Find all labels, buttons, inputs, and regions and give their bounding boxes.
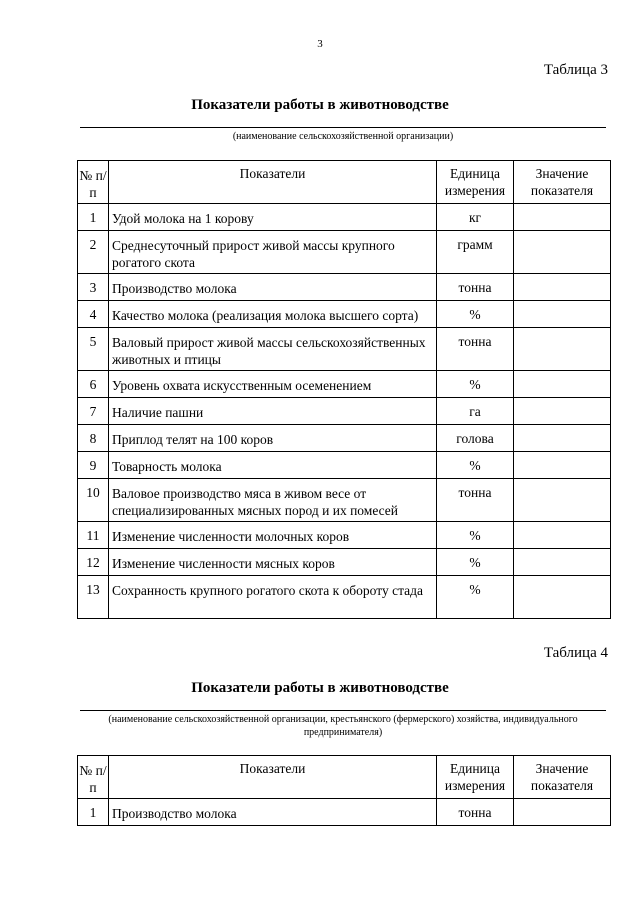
- unit-cell: %: [437, 371, 514, 398]
- indicator-name: Уровень охвата искусственным осеменением: [109, 371, 437, 398]
- row-number: 2: [78, 231, 109, 274]
- table-row: [78, 576, 611, 619]
- indicator-name: Валовое производство мяса в живом весе от специализированных мясных пород и их помесей: [109, 479, 437, 522]
- unit-cell: %: [437, 576, 514, 619]
- unit-cell: грамм: [437, 231, 514, 274]
- table-row: [78, 522, 611, 549]
- table-row: [78, 398, 611, 425]
- indicator-name: Удой молока на 1 корову: [109, 204, 437, 231]
- row-number: 1: [78, 204, 109, 231]
- value-cell[interactable]: [514, 576, 611, 619]
- unit-cell: тонна: [437, 799, 514, 826]
- value-cell[interactable]: [514, 425, 611, 452]
- indicator-name: Сохранность крупного рогатого скота к обороту стада: [109, 576, 437, 619]
- indicator-name: Товарность молока: [109, 452, 437, 479]
- table3-caption: (наименование сельскохозяйственной организации): [232, 131, 454, 142]
- table-row: [78, 425, 611, 452]
- indicator-name: Производство молока: [109, 799, 437, 826]
- row-number: 10: [78, 479, 109, 522]
- row-number: 3: [78, 274, 109, 301]
- value-cell[interactable]: [514, 274, 611, 301]
- value-cell[interactable]: [514, 328, 611, 371]
- value-header: Значение показателя: [514, 756, 611, 799]
- unit-header: Единица измерения: [437, 756, 514, 799]
- table4-title: Показатели работы в животноводстве: [191, 680, 449, 696]
- indicator-header: Показатели: [109, 756, 437, 799]
- num-header: № п/п: [78, 756, 109, 799]
- unit-header: Единица измерения: [437, 161, 514, 204]
- table-row: [78, 452, 611, 479]
- indicator-name: Изменение численности мясных коров: [109, 549, 437, 576]
- indicator-name: Наличие пашни: [109, 398, 437, 425]
- row-number: 12: [78, 549, 109, 576]
- unit-cell: %: [437, 522, 514, 549]
- table3: [77, 160, 611, 619]
- value-cell[interactable]: [514, 301, 611, 328]
- table4-org-line: [80, 710, 606, 711]
- row-number: 7: [78, 398, 109, 425]
- value-cell[interactable]: [514, 479, 611, 522]
- table-row: [78, 799, 611, 826]
- table3-label: Таблица 3: [543, 62, 608, 78]
- unit-cell: тонна: [437, 328, 514, 371]
- table4-header-row: [78, 756, 611, 799]
- table4-caption: (наименование сельскохозяйственной организации, крестьянского (фермерского) хозяйства, индивидуального предпринимателя): [108, 714, 578, 738]
- table3-header-row: [78, 161, 611, 204]
- row-number: 13: [78, 576, 109, 619]
- row-number: 5: [78, 328, 109, 371]
- table-row: [78, 549, 611, 576]
- unit-cell: %: [437, 301, 514, 328]
- value-cell[interactable]: [514, 452, 611, 479]
- table4-label: Таблица 4: [543, 645, 608, 661]
- table-row: [78, 301, 611, 328]
- table-row: [78, 274, 611, 301]
- table-row: [78, 231, 611, 274]
- row-number: 8: [78, 425, 109, 452]
- value-cell[interactable]: [514, 398, 611, 425]
- value-cell[interactable]: [514, 522, 611, 549]
- row-number: 6: [78, 371, 109, 398]
- value-cell[interactable]: [514, 799, 611, 826]
- value-cell[interactable]: [514, 231, 611, 274]
- table-row: [78, 371, 611, 398]
- table3-title: Показатели работы в животноводстве: [191, 97, 449, 113]
- indicator-name: Изменение численности молочных коров: [109, 522, 437, 549]
- value-cell[interactable]: [514, 371, 611, 398]
- indicator-name: Валовый прирост живой массы сельскохозяйственных животных и птицы: [109, 328, 437, 371]
- unit-cell: кг: [437, 204, 514, 231]
- unit-cell: %: [437, 549, 514, 576]
- table-row: [78, 479, 611, 522]
- unit-cell: голова: [437, 425, 514, 452]
- row-number: 4: [78, 301, 109, 328]
- value-header: Значение показателя: [514, 161, 611, 204]
- value-cell[interactable]: [514, 204, 611, 231]
- table3-org-line: [80, 127, 606, 128]
- row-number: 11: [78, 522, 109, 549]
- indicator-header: Показатели: [109, 161, 437, 204]
- row-number: 1: [78, 799, 109, 826]
- unit-cell: тонна: [437, 274, 514, 301]
- page-number: 3: [317, 38, 323, 50]
- unit-cell: тонна: [437, 479, 514, 522]
- value-cell[interactable]: [514, 549, 611, 576]
- table-row: [78, 204, 611, 231]
- indicator-name: Среднесуточный прирост живой массы крупного рогатого скота: [109, 231, 437, 274]
- num-header: № п/п: [78, 161, 109, 204]
- table4: [77, 755, 611, 826]
- indicator-name: Качество молока (реализация молока высшего сорта): [109, 301, 437, 328]
- unit-cell: %: [437, 452, 514, 479]
- unit-cell: га: [437, 398, 514, 425]
- indicator-name: Приплод телят на 100 коров: [109, 425, 437, 452]
- table-row: [78, 328, 611, 371]
- row-number: 9: [78, 452, 109, 479]
- indicator-name: Производство молока: [109, 274, 437, 301]
